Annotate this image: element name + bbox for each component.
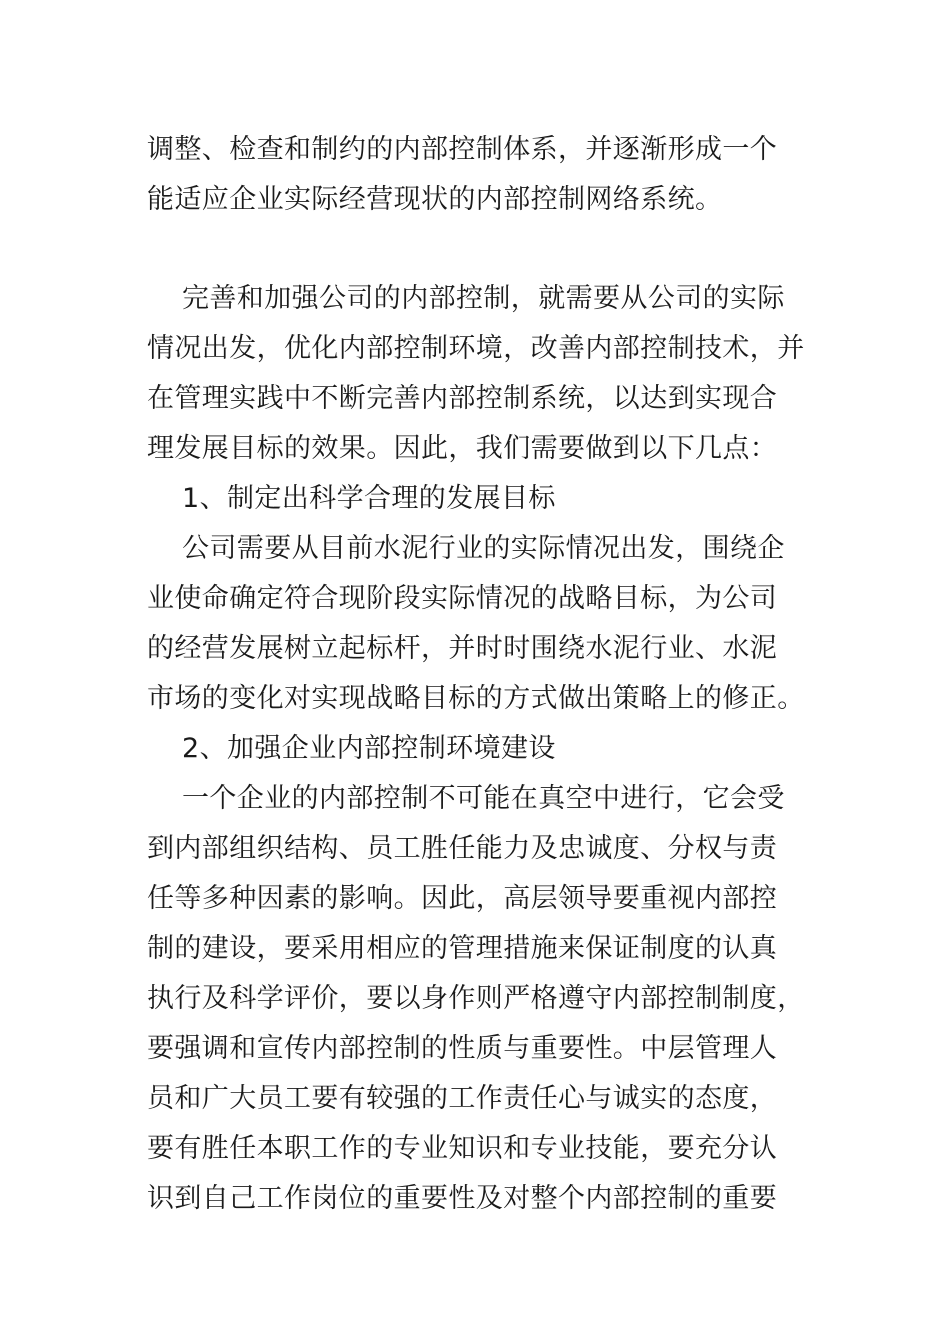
paragraph-start-line: 公司需要从目前水泥行业的实际情况出发，围绕企 (182, 533, 785, 564)
text-line: 情况出发，优化内部控制环境，改善内部控制技术，并 (147, 333, 805, 364)
text-line: 能适应企业实际经营现状的内部控制网络系统。 (147, 184, 723, 215)
text-line: 员和广大员工要有较强的工作责任心与诚实的态度， (147, 1083, 778, 1114)
text-line: 在管理实践中不断完善内部控制系统，以达到实现合 (147, 383, 778, 414)
text-line: 制的建设，要采用相应的管理措施来保证制度的认真 (147, 933, 778, 964)
text-line: 调整、检查和制约的内部控制体系，并逐渐形成一个 (147, 134, 778, 165)
text-line: 要强调和宣传内部控制的性质与重要性。中层管理人 (147, 1033, 778, 1064)
text-line: 理发展目标的效果。因此，我们需要做到以下几点： (147, 433, 778, 464)
section-heading-1: 1、制定出科学合理的发展目标 (182, 483, 556, 514)
text-line: 执行及科学评价，要以身作则严格遵守内部控制制度， (147, 983, 805, 1014)
text-line: 市场的变化对实现战略目标的方式做出策略上的修正。 (147, 683, 805, 714)
text-line: 业使命确定符合现阶段实际情况的战略目标，为公司 (147, 583, 778, 614)
paragraph-start-line: 完善和加强公司的内部控制，就需要从公司的实际 (182, 283, 785, 314)
text-line: 的经营发展树立起标杆，并时时围绕水泥行业、水泥 (147, 633, 778, 664)
text-line: 要有胜任本职工作的专业知识和专业技能，要充分认 (147, 1133, 778, 1164)
text-line: 任等多种因素的影响。因此，高层领导要重视内部控 (147, 883, 778, 914)
text-line: 识到自己工作岗位的重要性及对整个内部控制的重要 (147, 1183, 778, 1214)
text-line: 到内部组织结构、员工胜任能力及忠诚度、分权与责 (147, 833, 778, 864)
paragraph-start-line: 一个企业的内部控制不可能在真空中进行，它会受 (182, 783, 785, 814)
section-heading-2: 2、加强企业内部控制环境建设 (182, 733, 556, 764)
